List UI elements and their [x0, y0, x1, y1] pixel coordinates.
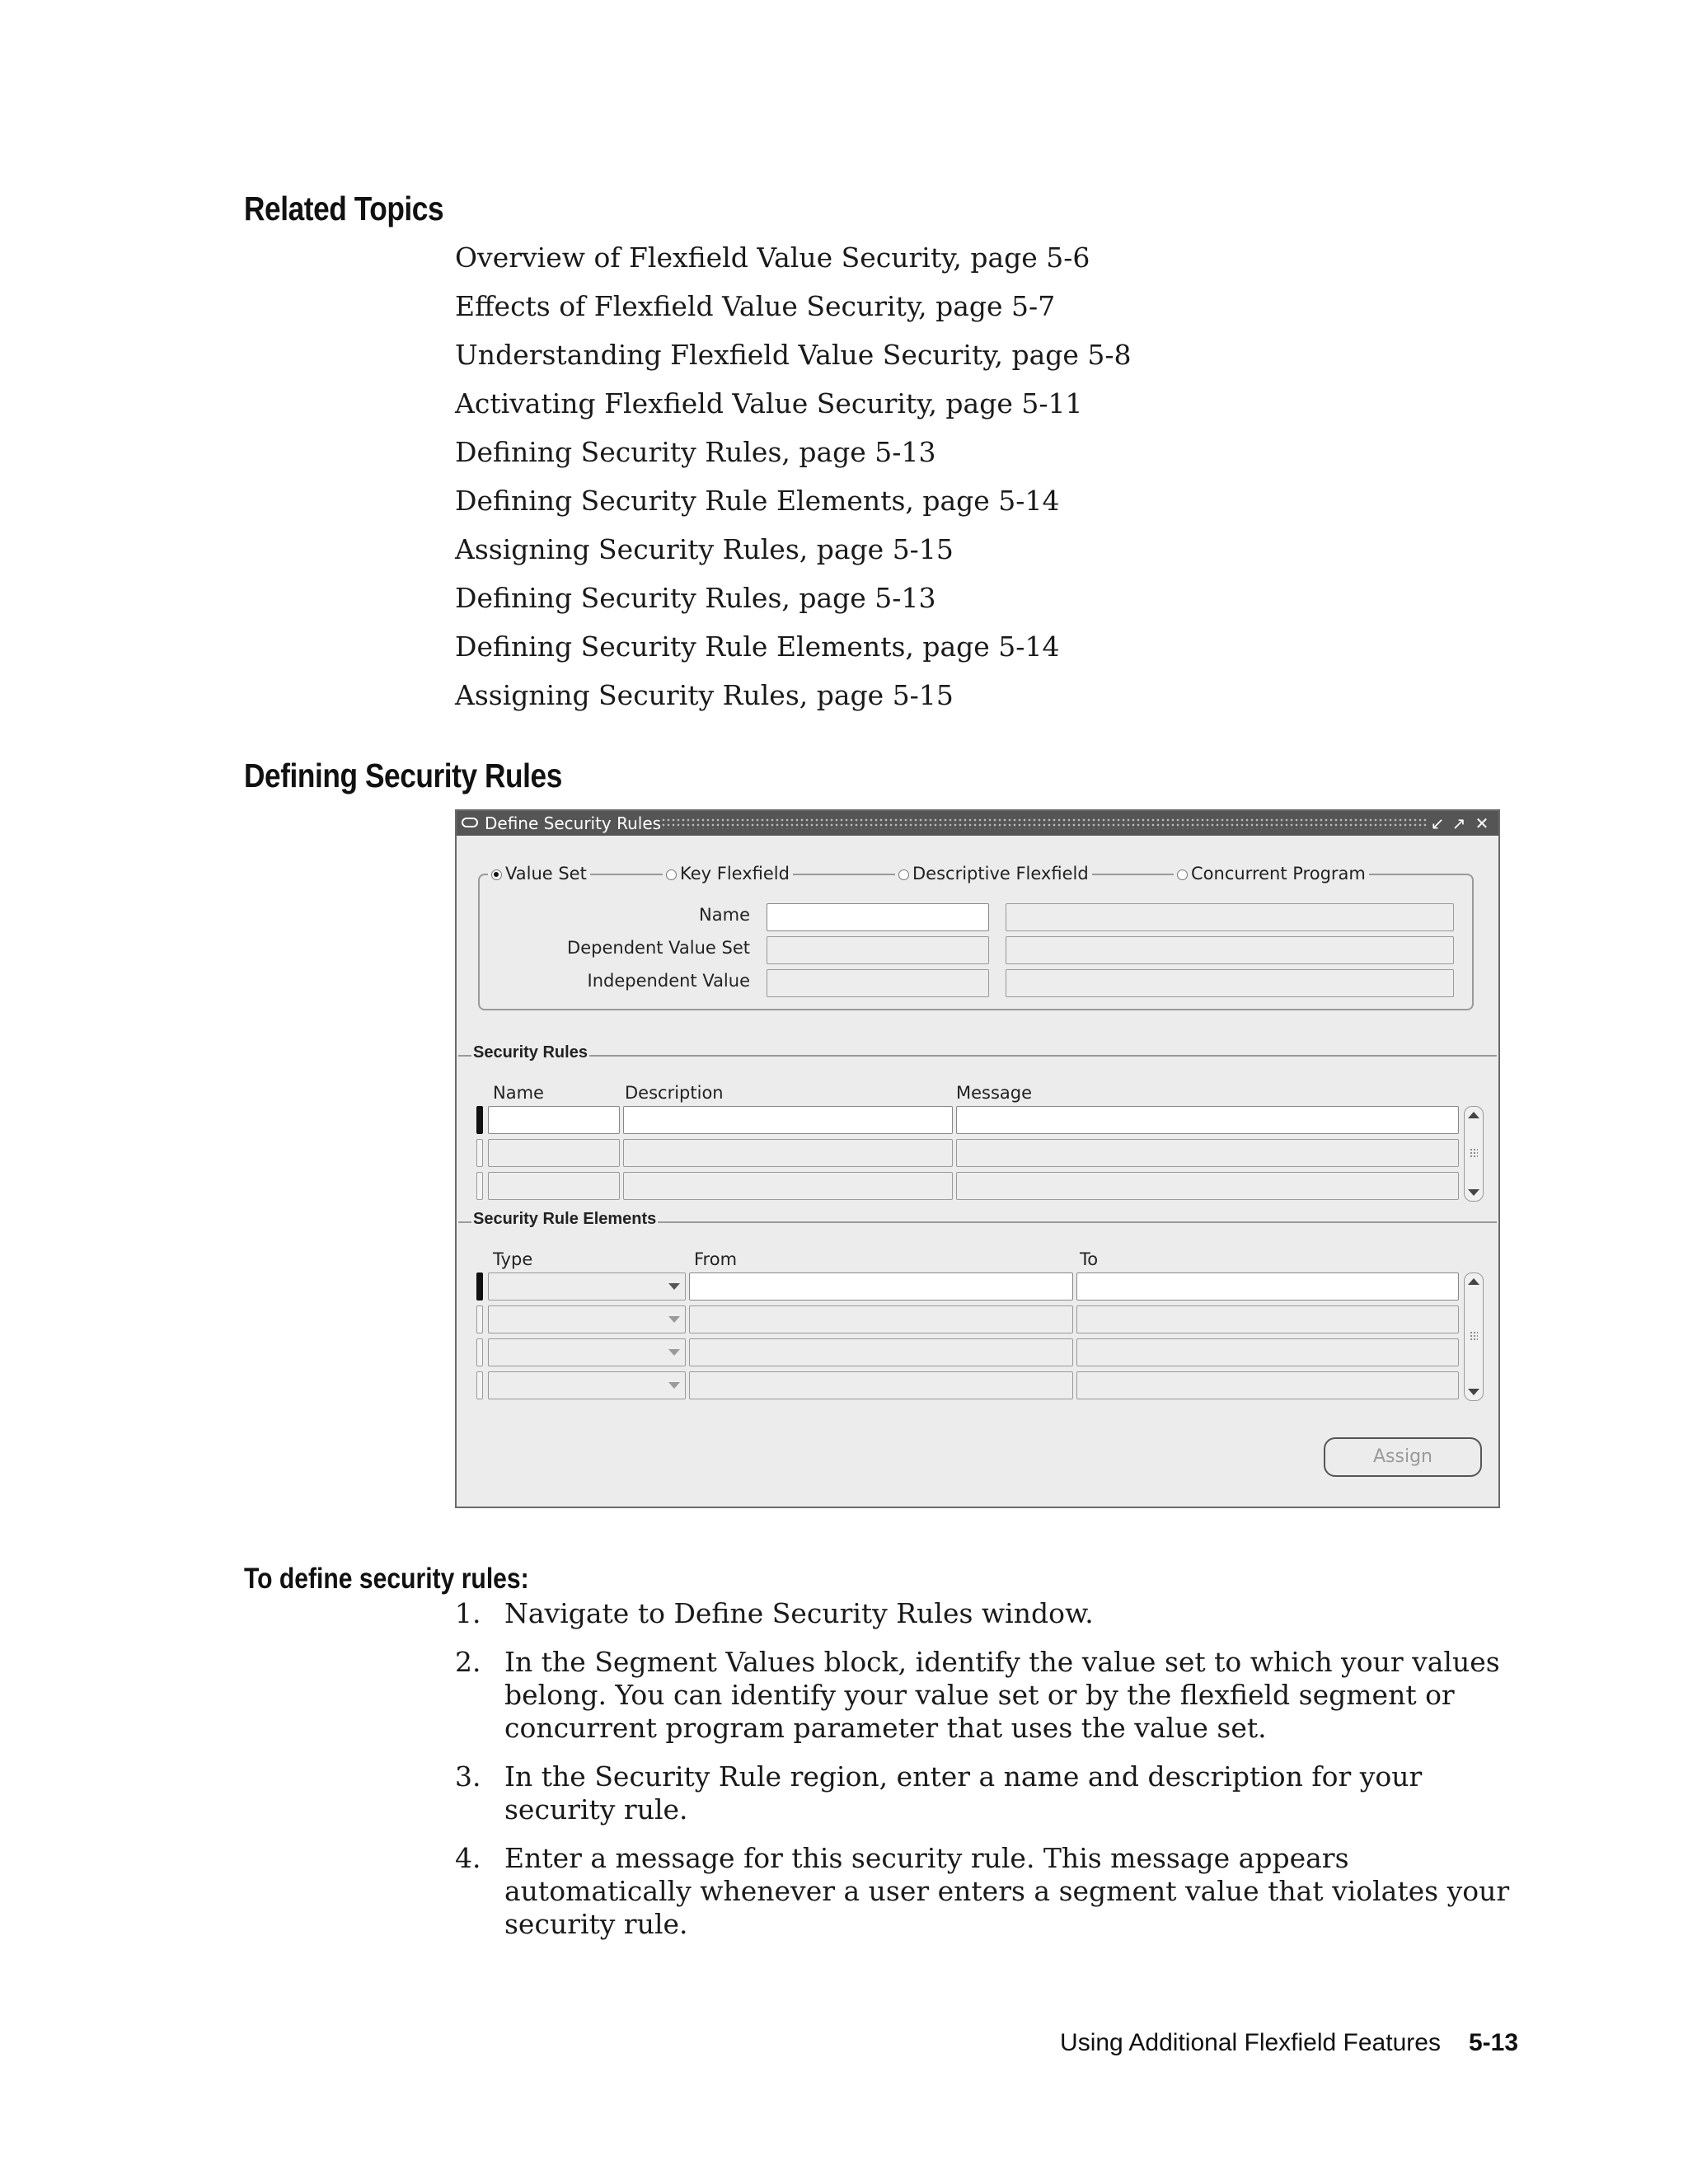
- col-header-type: Type: [493, 1249, 533, 1269]
- rule-name-field[interactable]: [488, 1139, 620, 1167]
- col-header-name: Name: [493, 1083, 544, 1103]
- related-topic-link[interactable]: Overview of Flexfield Value Security, page 5-6: [455, 241, 1090, 274]
- assign-button[interactable]: Assign: [1324, 1437, 1482, 1477]
- element-from-field[interactable]: [689, 1371, 1073, 1399]
- radio-descriptive-flexfield[interactable]: [895, 862, 1092, 885]
- radio-icon: [898, 869, 909, 880]
- element-from-field[interactable]: [689, 1305, 1073, 1333]
- row-indicator[interactable]: [476, 1139, 483, 1167]
- rule-name-field[interactable]: [488, 1106, 620, 1134]
- rule-elements-title: Security Rule Elements: [473, 1210, 657, 1228]
- radio-label: Value Set: [505, 864, 587, 883]
- maximize-icon[interactable]: ↗: [1451, 813, 1466, 833]
- related-topic-link[interactable]: Defining Security Rules, page 5-13: [455, 582, 936, 614]
- dependent-value-set-field[interactable]: [767, 936, 989, 964]
- scroll-down-icon[interactable]: [1468, 1389, 1479, 1395]
- window-title-bar[interactable]: [457, 811, 1498, 836]
- step-number: 2.: [455, 1646, 481, 1678]
- close-icon[interactable]: ✕: [1475, 813, 1489, 833]
- row-indicator[interactable]: [476, 1272, 483, 1301]
- radio-label: Descriptive Flexfield: [912, 864, 1089, 883]
- radio-value-set[interactable]: [488, 862, 590, 885]
- related-topics-heading: Related Topics: [244, 190, 444, 227]
- step-item: [455, 1760, 1518, 1826]
- related-topic-link[interactable]: Assigning Security Rules, page 5-15: [455, 679, 954, 711]
- security-rules-scrollbar[interactable]: [1464, 1106, 1484, 1202]
- rule-name-field[interactable]: [488, 1172, 620, 1200]
- step-number: 3.: [455, 1760, 481, 1793]
- related-topic-link[interactable]: Understanding Flexfield Value Security, page 5-8: [455, 339, 1132, 371]
- scroll-grip-icon[interactable]: [1470, 1331, 1478, 1341]
- dropdown-arrow-icon[interactable]: [668, 1316, 680, 1323]
- independent-value-field[interactable]: [767, 969, 989, 997]
- related-topics-list: [455, 233, 1132, 719]
- title-bar-texture: [661, 818, 1428, 829]
- dropdown-arrow-icon[interactable]: [668, 1283, 680, 1290]
- element-to-field[interactable]: [1076, 1371, 1459, 1399]
- related-topic-link[interactable]: Defining Security Rule Elements, page 5-14: [455, 630, 1060, 663]
- row-indicator[interactable]: [476, 1172, 483, 1200]
- radio-concurrent-program[interactable]: [1174, 862, 1369, 885]
- dependent-value-set-description-field[interactable]: [1006, 936, 1454, 964]
- value-set-description-field[interactable]: [1006, 903, 1454, 931]
- element-from-field[interactable]: [689, 1272, 1073, 1301]
- scroll-grip-icon[interactable]: [1470, 1148, 1478, 1158]
- scroll-up-icon[interactable]: [1468, 1278, 1479, 1285]
- define-security-rules-window: [455, 809, 1500, 1508]
- element-from-field[interactable]: [689, 1338, 1073, 1366]
- element-type-select[interactable]: [488, 1338, 686, 1366]
- rule-message-field[interactable]: [956, 1139, 1459, 1167]
- element-to-field[interactable]: [1076, 1338, 1459, 1366]
- dropdown-arrow-icon[interactable]: [668, 1349, 680, 1356]
- radio-selected-icon: [491, 869, 502, 880]
- rule-message-field[interactable]: [956, 1172, 1459, 1200]
- related-topic-link[interactable]: Effects of Flexfield Value Security, page 5-7: [455, 290, 1056, 322]
- row-indicator[interactable]: [476, 1305, 483, 1333]
- name-label: Name: [699, 905, 750, 925]
- row-indicator[interactable]: [476, 1106, 483, 1134]
- step-item: [455, 1646, 1518, 1745]
- related-topic-link[interactable]: Defining Security Rules, page 5-13: [455, 436, 936, 468]
- col-header-description: Description: [625, 1083, 724, 1103]
- col-header-message: Message: [956, 1083, 1033, 1103]
- element-to-field[interactable]: [1076, 1272, 1459, 1301]
- radio-key-flexfield[interactable]: [663, 862, 793, 885]
- window-title: Define Security Rules: [485, 813, 662, 833]
- related-topic-link[interactable]: Activating Flexfield Value Security, page 5-11: [455, 387, 1083, 419]
- window-menu-icon[interactable]: [462, 818, 478, 827]
- radio-icon: [666, 869, 677, 880]
- security-rules-divider: [458, 1055, 1497, 1057]
- procedure-heading: To define security rules:: [244, 1563, 529, 1595]
- step-item: [455, 1842, 1518, 1941]
- radio-icon: [1177, 869, 1188, 880]
- minimize-icon[interactable]: ↙: [1430, 813, 1445, 833]
- related-topic-link[interactable]: Defining Security Rule Elements, page 5-14: [455, 485, 1060, 517]
- step-item: [455, 1597, 1518, 1630]
- independent-value-description-field[interactable]: [1006, 969, 1454, 997]
- page-footer: [1060, 2029, 1518, 2057]
- rule-description-field[interactable]: [623, 1139, 953, 1167]
- page-number: 5-13: [1468, 2029, 1518, 2056]
- step-text: Navigate to Define Security Rules window.: [504, 1597, 1094, 1629]
- value-set-name-field[interactable]: [767, 903, 989, 931]
- dropdown-arrow-icon[interactable]: [668, 1382, 680, 1389]
- element-to-field[interactable]: [1076, 1305, 1459, 1333]
- row-indicator[interactable]: [476, 1338, 483, 1366]
- rule-description-field[interactable]: [623, 1106, 953, 1134]
- footer-chapter-title: Using Additional Flexfield Features: [1060, 2029, 1441, 2056]
- element-type-select[interactable]: [488, 1305, 686, 1333]
- scroll-up-icon[interactable]: [1468, 1112, 1479, 1118]
- rule-message-field[interactable]: [956, 1106, 1459, 1134]
- step-text: Enter a message for this security rule. This message appears automatically whenever a user enters a segment value that violates your security rule.: [504, 1842, 1510, 1940]
- step-text: In the Segment Values block, identify the value set to which your values belong. You can identify your value set or by the flexfield segment or concurrent program parameter that uses the value set.: [504, 1646, 1500, 1744]
- element-type-select[interactable]: [488, 1272, 686, 1301]
- radio-label: Concurrent Program: [1191, 864, 1366, 883]
- procedure-steps: [455, 1597, 1518, 1957]
- radio-label: Key Flexfield: [680, 864, 790, 883]
- related-topic-link[interactable]: Assigning Security Rules, page 5-15: [455, 533, 954, 565]
- rule-description-field[interactable]: [623, 1172, 953, 1200]
- rule-elements-scrollbar[interactable]: [1464, 1272, 1484, 1401]
- element-type-select[interactable]: [488, 1371, 686, 1399]
- step-number: 4.: [455, 1842, 481, 1874]
- col-header-to: To: [1080, 1249, 1099, 1269]
- security-rules-title: Security Rules: [473, 1043, 588, 1062]
- scroll-down-icon[interactable]: [1468, 1189, 1479, 1196]
- dependent-value-set-label: Dependent Value Set: [567, 938, 750, 958]
- row-indicator[interactable]: [476, 1371, 483, 1399]
- independent-value-label: Independent Value: [587, 971, 750, 991]
- step-text: In the Security Rule region, enter a name and description for your security rule.: [504, 1760, 1423, 1825]
- section-heading: Defining Security Rules: [244, 757, 562, 794]
- step-number: 1.: [455, 1597, 481, 1629]
- col-header-from: From: [694, 1249, 738, 1269]
